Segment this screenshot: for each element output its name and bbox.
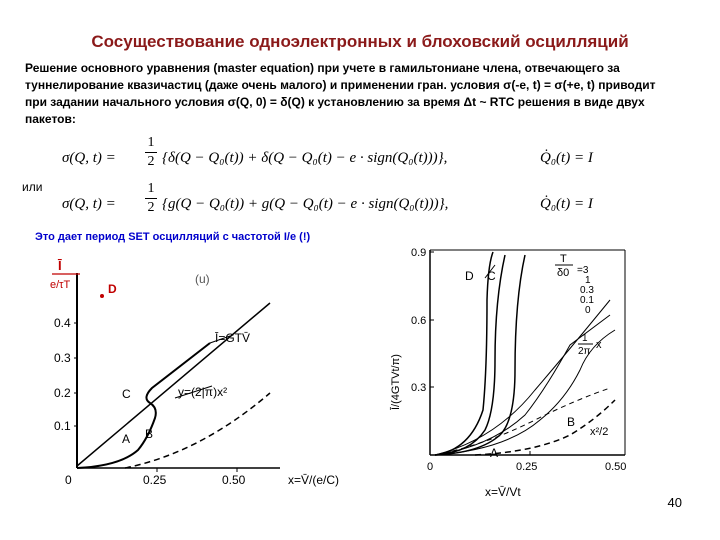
left-ytick-2: 0.2 <box>54 386 71 400</box>
left-xtick-0: 0 <box>65 473 72 487</box>
explanation-paragraph: Решение основного уравнения (master equation) при учете в гамильтониане члена, отвечающего за туннелирование квазичастиц (даже очень малого) и применении гран. условия σ(-e, t) = σ(+e, t) приводит при задании начального условия σ(Q, 0) = δ(Q) к установлению за время Δt ~ RTC решения в виде двух пакетов: <box>25 61 656 126</box>
right-xlabel: x=V̄/Vt <box>485 485 521 499</box>
left-ytick-1: 0.1 <box>54 419 71 433</box>
left-ylabel-num: Ī <box>58 258 62 273</box>
eq2-lhs: σ(Q, t) = <box>62 196 116 212</box>
left-ytick-3: 0.3 <box>54 351 71 365</box>
right-xtick-2: 0.50 <box>605 461 627 473</box>
right-line-label-den: 2π <box>578 346 591 357</box>
eq2-frac-num: 1 <box>147 181 155 196</box>
right-line-label-num: 1 <box>582 333 588 344</box>
right-ytick-0.3: 0.3 <box>411 382 427 394</box>
slide-title: Сосуществование одноэлектронных и блоховский осцилляций <box>91 32 629 51</box>
right-legend-val-4: 0 <box>585 305 591 316</box>
left-parabola-label: y=(2|π)x² <box>178 385 228 399</box>
left-plot <box>30 248 375 498</box>
eq2-fraction <box>145 181 157 216</box>
left-point-a: A <box>122 432 131 446</box>
left-ylabel-den: e/τT <box>50 279 71 291</box>
eq2-frac-den: 2 <box>147 200 155 215</box>
eq1-fraction <box>145 135 157 170</box>
left-point-d: D <box>108 282 117 296</box>
right-legend-val-2: 0.3 <box>580 285 594 296</box>
eq1-frac-num: 1 <box>147 135 155 150</box>
right-point-a: A <box>490 446 499 460</box>
left-point-c: C <box>122 387 131 401</box>
left-point-b: B <box>145 427 154 441</box>
right-line-label-var: x <box>596 339 602 351</box>
eq1-rhs: Q̇₀(t) = I <box>540 150 593 166</box>
right-point-b: B <box>567 415 576 429</box>
period-note: Это дает период SET осцилляций с частотой I/e (!) <box>35 231 311 243</box>
right-point-c: C <box>487 269 496 283</box>
right-ytick-0.6: 0.6 <box>411 315 427 327</box>
right-xtick-1: 0.25 <box>516 461 538 473</box>
page-number: 40 <box>667 495 682 510</box>
eq1-lhs: σ(Q, t) = <box>62 150 116 166</box>
eq1-frac-den: 2 <box>147 154 155 169</box>
right-legend-val-0: =3 <box>577 265 589 276</box>
left-xlabel: x=V̄/(e/C) <box>288 473 340 487</box>
right-xtick-0: 0 <box>427 461 434 473</box>
eq2-rhs: Q̇₀(t) = I <box>540 196 593 212</box>
ohmic-line <box>77 303 270 466</box>
left-corner-label: (u) <box>195 272 210 286</box>
left-xtick-1: 0.25 <box>143 473 167 487</box>
eq2-body: {g(Q − Q₀(t)) + g(Q − Q₀(t) − e · sign(Q₀(t)))}, <box>162 196 449 212</box>
left-line-label: Ī=GTV̄ <box>215 331 251 345</box>
right-legend-val-3: 0.1 <box>580 295 594 306</box>
eq1-body: {δ(Q − Q₀(t)) + δ(Q − Q₀(t) − e · sign(Q₀(t)))}, <box>162 150 448 166</box>
left-xtick-2: 0.50 <box>222 473 246 487</box>
right-ytick-0.9: 0.9 <box>411 247 427 259</box>
right-parabola-label: x²/2 <box>590 426 609 438</box>
right-point-d: D <box>465 269 474 283</box>
right-legend-title-num: T <box>560 253 567 265</box>
right-legend-title-den: δ0 <box>557 267 570 279</box>
left-ytick-4: 0.4 <box>54 316 71 330</box>
right-legend-val-1: 1 <box>585 275 591 286</box>
right-ylabel: Ī/(4GTVt/π) <box>390 354 402 410</box>
right-plot <box>375 240 650 500</box>
or-label: или <box>22 180 43 194</box>
